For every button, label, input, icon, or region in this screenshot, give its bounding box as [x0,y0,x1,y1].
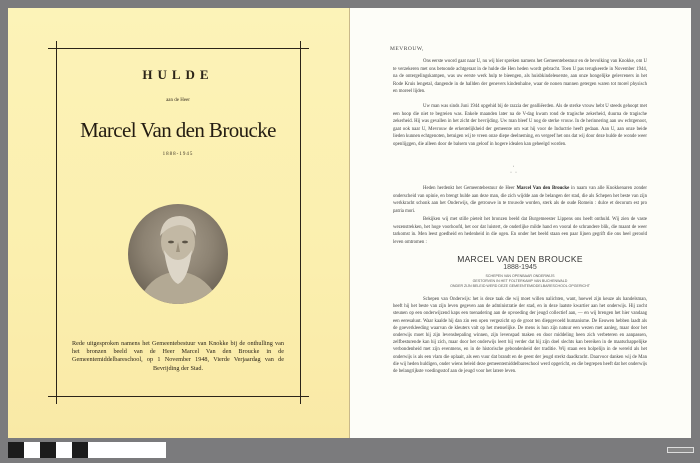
portrait-icon [128,204,228,304]
speech-paragraph-3-rest: in naam van alle Knokkenaren zonder onderscheid van opinie, en brengt hulde aan deze man, die zich wijdde aan de belangen der stad, die als Schepen het beste van zijn werkkracht schonk aan het Onderwijs, die getrouwe in te trouwde worden, sterk als de oude Romein : dulce et decorum est pro patria mori. [393,186,648,214]
speech-paragraph-2-text: Uw man was sinds Juni 1944 opgehid bij de razzia der gealliëerden. Als de sterke vrouw hebt U steeds gehoopt met een hoop die niet te begreien was. Enkele maanden later na de V-dag kwam rond de tragische zekerheid, duurna de tragische zekerheid. Hij was gevallen in het zicht der bevrijding. Uw man bleef U nog de sterke vrouw. In de herinnering aan uw echtgenoot, gaat ook naar U, Mevrouw de erkentelijkheid der gemeente om wat hij voor de Inductrie heeft gedaan. Aan U, aan onze beide lieden kunnen echtgenoten, betuigen wij te vreen onze diepe deelneming, en vergeef het ons dat wij door deze hulde de wonde weer openlijggen, die alleen door de balsem van geloof in hogere idealen kan geheelgd worden. [393,104,647,147]
frame-top-line [48,48,309,49]
star-top: · [512,164,515,170]
ruler-segment [56,442,72,458]
ruler-segment [40,442,56,458]
star-bottom: · · [510,170,517,176]
speech-paragraph-1-text: Ons eerste woord gaat naar U, nu wij hier spreken namens het Gemeentebestuur en de bevolking van Knokke, om U te verzekeren met ons betoonde achtgeraat in de hulde die Hen heden wordt gebracht. Toen U pas terugkeerde in November 1944, na de ontergelingskampen, was uw eerste werk hulp te bieengen, als huisbkindeleuerste, aan onze hongelijke gelevreners in het Rode Kruis lengetal, dangende in de hallden der genevers kindenhalne, waar de nonen mannen getergen waren tot morel physisch en moreel lijden. [393,59,647,94]
cover-caption: Rede uitgesproken namens het Gemeentebestuur van Knokke bij de onthulling van het bronzen beeld van de Heer Marcel Van den Broucke in de Gemeentemiddelbareschool, op 1 November 1948, Vierde Verjaardag van de Bevrijding der Stad. [72,340,284,372]
ruler-segment [24,442,40,458]
scale-marker [667,447,694,453]
salutation: MEVROUW, [390,46,424,52]
cover-heading: HULDE [142,67,214,82]
memorial-line-1: SCHEPEN VAN OPENBAAR ONDERWIJS [485,274,555,278]
speech-paragraph-4 [393,216,647,246]
cover-subheading: aan de Heer [166,98,190,103]
cover-name: Marcel Van den Broucke [80,118,276,142]
speech-paragraph-5 [393,296,647,375]
ruler-segment [88,442,166,458]
frame-left-line [56,41,57,404]
frame-bottom-line [48,396,309,397]
speech-paragraph-3-name: Marcel Van den Broucke [516,186,570,191]
memorial-inscription-lines [400,274,640,289]
memorial-inscription-title: MARCEL VAN DEN BROUCKE [457,254,583,264]
memorial-line-2: GESTORVEN IN HET FOLTERKAMP VAN BUCHENWALD [472,279,568,283]
section-divider-stars [510,164,517,176]
ruler-segment [72,442,88,458]
speech-paragraph-3-intro: Heden herdenkt het Gemeentebestuur de Heer [423,186,515,191]
frame-right-line [300,41,301,404]
cover-dates: 1888-1945 [162,152,194,157]
speech-paragraph-5-text: Schepen van Onderwijs: het is deze taak die wij moet willen nalichten, want, hoewel zijn keuze als handelsman, heeft hij het beste van zijn leven gegeven aan de administratie der stad, en in deze laatste kwartier aan het onderwijs. Hij zocht steunen op een onderwijzend kaps een toenadering aan de opvoeding der jeugd collectief aan, — en wij brengen het hier vandaag een eeresaluut. Waar kaalde hij dan zin een open vergezicht op de groot ten diepgevoeld humanisme. De Eeuwen hebben laadt als de goeverkleeding waarvan de kleuters valt op het menselijke. De mens is hun zijn natuur een wezen met aanleg, maar door het onderwijs moet hij zijn levensbepaling winnen, zijn levenspad maken en door middeling heen zich verbeteren en aanpassen, zelfbesturende kan hij zich, maar door het onderwijs leert hij verder dat hij zijn doel slechts kan bereiken in de maatschappelijke verbondenheid met zijn evenmens, en in de historische gebondenheid der traditie. Wij staan een holpelijn in de wereld als het onderwijs is als een vlam die oplaait, als een vuur dat brandt en de geest der jeugd sterkt daadkracht. Daarvoor danken wij de Man die wij heden huldigen, onder wiens beleid deze gemeentemiddelbareschool werd opgericht, en die begrepen heeft dat het onderwijs de belangrijkste voedingsstof aan de jeugd voor het latere leven. [393,297,648,375]
memorial-inscription-dates: 1888-1945 [503,264,537,271]
memorial-line-3: ONDER ZIJN BELEID WERD DEZE GEMEENTEMIDDELBARESCHOOL OPGERICHT [450,284,590,288]
speech-paragraph-4-text: Bekijken wij met stille pieteit het bronzen beeld dat Burgemeester Lippens ons heeft onthuld. Wij zien de vaste wezenstrekken, het hoge voorhoofd, het oor dat luistert, de onderlijke milde hand en vooral de schrandere blik, die maant de weer tarkomst in. Men leest goedheid en hedenheid in die ogen. En onder het beeld staan een paar lijnen gegrift die ons heel geroold leven omtromen : [393,217,647,245]
ruler-segment [8,442,24,458]
speech-paragraph-1 [393,58,647,96]
speech-paragraph-3 [393,185,647,215]
speech-paragraph-2 [393,103,647,148]
portrait-medallion-image [128,204,228,304]
scale-ruler [8,442,166,458]
